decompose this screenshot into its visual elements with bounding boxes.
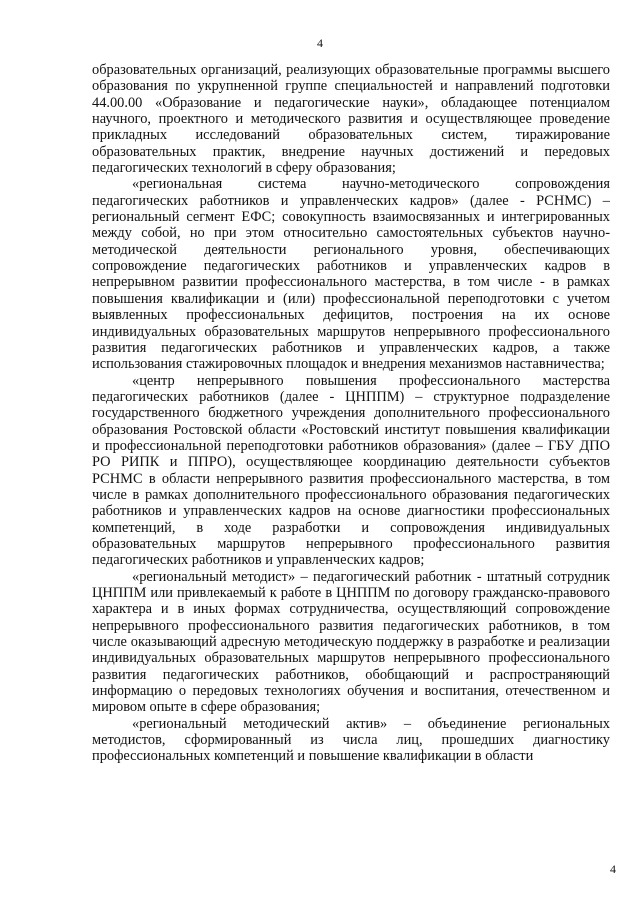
paragraph-regional-methodist-definition: «региональный методист» – педагогический работник - штатный сотрудник ЦНППМ или привлекаемый к работе в ЦНППМ по договору гражданско-правового характера и в иных формах сотрудничества, осуществляющий сопровождение непрерывного профессионального развития педагогических работников, в том числе оказывающий адресную методическую поддержку в разработке и реализации индивидуальных образовательных маршрутов непрерывного профессионального развития педагогических работников, обобщающий и распространяющий информацию о передовых технологиях обучения и воспитания, отечественном и мировом опыте в сфере образования; (92, 568, 610, 716)
page-number-top: 4 (317, 36, 323, 50)
paragraph-continuation: образовательных организаций, реализующих образовательные программы высшего образования по укрупненной группе специальностей и направлений подготовки 44.00.00 «Образование и педагогические науки», обладающее потенциалом научного, проектного и методического развития и осуществляющее проведение прикладных исследований образовательных систем, тиражирование образовательных практик, внедрение научных достижений и передовых педагогических технологий в сферу образования; (92, 62, 610, 177)
body-text (92, 62, 610, 765)
page-number-bottom: 4 (610, 862, 616, 876)
paragraph-cnppm-definition: «центр непрерывного повышения профессионального мастерства педагогических работников (далее - ЦНППМ) – структурное подразделение государственного бюджетного учреждения дополнительного профессионального образования Ростовской области «Ростовский институт повышения квалификации и профессиональной переподготовки работников образования» (далее – ГБУ ДПО РО РИПК и ППРО), осуществляющее координацию деятельности субъектов РСНМС в области непрерывного развития профессионального мастерства, в том числе в рамках дополнительного профессионального образования педагогических работников и управленческих кадров на основе диагностики профессиональных компетенций, в ходе разработки и сопровождения индивидуальных образовательных маршрутов непрерывного профессионального развития педагогических работников и управленческих кадров; (92, 372, 610, 569)
paragraph-methodical-asset-definition: «региональный методический актив» – объединение региональных методистов, сформированный из числа лиц, прошедших диагностику профессиональных компетенций и повышение квалификации в области (92, 715, 610, 765)
paragraph-rsnms-definition: «региональная система научно-методического сопровождения педагогических работников и управленческих кадров» (далее - РСНМС) – региональный сегмент ЕФС; совокупность взаимосвязанных и интегрированных между собой, но при этом относительно самостоятельных субъектов научно-методической деятельности регионального уровня, обеспечивающих сопровождение педагогических работников и управленческих кадров в непрерывном развитии профессионального мастерства, в том числе - в рамках повышения квалификации и (или) профессиональной переподготовки с учетом выявленных профессиональных дефицитов, построения на их основе индивидуальных образовательных маршрутов непрерывного профессионального развития педагогических работников и управленческих кадров, а также использования стажировочных площадок и внедрения механизмов наставничества; (92, 176, 610, 373)
